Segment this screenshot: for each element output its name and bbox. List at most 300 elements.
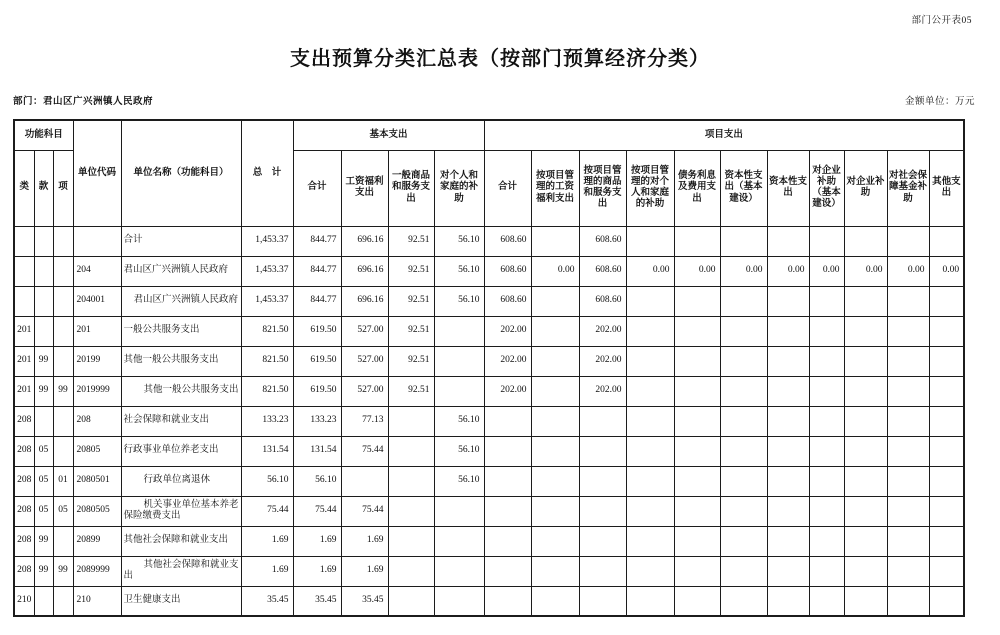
cell-amount xyxy=(887,556,929,586)
cell-amount xyxy=(531,376,579,406)
cell-amount xyxy=(809,226,844,256)
cell-amount: 527.00 xyxy=(341,316,388,346)
cell-amount: 0.00 xyxy=(844,256,887,286)
cell-unit-code: 201 xyxy=(73,316,121,346)
cell-amount: 202.00 xyxy=(579,376,626,406)
cell-unit-name: 机关事业单位基本养老保险缴费支出 xyxy=(121,496,241,526)
cell-unit-name: 君山区广兴洲镇人民政府 xyxy=(121,256,241,286)
cell-amount xyxy=(809,436,844,466)
cell-amount: 696.16 xyxy=(341,226,388,256)
cell-function-code: 99 xyxy=(53,556,73,586)
cell-amount xyxy=(674,556,720,586)
cell-unit-name: 行政单位离退休 xyxy=(121,466,241,496)
cell-function-code xyxy=(53,406,73,436)
cell-unit-name: 卫生健康支出 xyxy=(121,586,241,616)
cell-amount xyxy=(887,376,929,406)
cell-amount: 527.00 xyxy=(341,376,388,406)
cell-amount: 608.60 xyxy=(579,256,626,286)
doc-label: 部门公开表05 xyxy=(911,16,972,26)
cell-amount xyxy=(720,376,767,406)
cell-amount xyxy=(929,526,964,556)
cell-amount xyxy=(579,406,626,436)
cell-amount: 35.45 xyxy=(293,586,341,616)
cell-amount xyxy=(388,406,434,436)
cell-amount: 202.00 xyxy=(579,316,626,346)
cell-amount xyxy=(626,436,674,466)
cell-function-code: 05 xyxy=(34,436,53,466)
cell-amount: 56.10 xyxy=(434,286,484,316)
cell-amount xyxy=(887,346,929,376)
table-row xyxy=(14,556,964,586)
cell-amount xyxy=(579,526,626,556)
cell-amount: 56.10 xyxy=(434,406,484,436)
cell-amount: 608.60 xyxy=(579,226,626,256)
cell-function-code: 208 xyxy=(14,466,34,496)
cell-amount xyxy=(531,556,579,586)
cell-amount xyxy=(720,436,767,466)
cell-function-code xyxy=(53,316,73,346)
cell-amount: 202.00 xyxy=(484,346,531,376)
cell-amount: 1.69 xyxy=(341,526,388,556)
col-header-capital: 资本性支出 xyxy=(767,150,809,226)
cell-function-code xyxy=(34,286,53,316)
cell-amount xyxy=(767,556,809,586)
cell-amount xyxy=(531,466,579,496)
cell-amount xyxy=(579,436,626,466)
cell-amount: 619.50 xyxy=(293,346,341,376)
cell-amount xyxy=(809,316,844,346)
cell-amount xyxy=(434,556,484,586)
cell-amount xyxy=(531,406,579,436)
table-header xyxy=(14,120,964,226)
cell-unit-code: 2080505 xyxy=(73,496,121,526)
cell-amount xyxy=(388,466,434,496)
cell-function-code xyxy=(34,586,53,616)
cell-function-code xyxy=(14,286,34,316)
table-row xyxy=(14,316,964,346)
col-header-unit-name: 单位名称（功能科目） xyxy=(121,120,241,226)
cell-amount xyxy=(674,286,720,316)
cell-amount xyxy=(434,376,484,406)
header-row-groups xyxy=(14,120,964,150)
cell-amount xyxy=(844,586,887,616)
cell-amount xyxy=(844,316,887,346)
cell-amount xyxy=(531,226,579,256)
cell-function-code xyxy=(34,226,53,256)
page-title: 支出预算分类汇总表（按部门预算经济分类） xyxy=(290,48,710,70)
cell-unit-code: 210 xyxy=(73,586,121,616)
cell-function-code xyxy=(53,256,73,286)
cell-amount xyxy=(484,406,531,436)
budget-table xyxy=(13,119,965,617)
cell-amount xyxy=(388,526,434,556)
col-header-project-goods-services: 按项目管理的商品和服务支出 xyxy=(579,150,626,226)
cell-amount xyxy=(929,406,964,436)
cell-unit-name: 其他社会保障和就业支出 xyxy=(121,526,241,556)
cell-amount xyxy=(434,496,484,526)
cell-amount xyxy=(844,376,887,406)
cell-amount xyxy=(579,586,626,616)
cell-amount: 821.50 xyxy=(241,316,293,346)
cell-amount xyxy=(434,586,484,616)
cell-amount xyxy=(626,496,674,526)
cell-amount xyxy=(929,226,964,256)
cell-amount xyxy=(626,466,674,496)
cell-amount: 0.00 xyxy=(720,256,767,286)
col-header-debt-interest: 债务利息及费用支出 xyxy=(674,150,720,226)
cell-amount: 1.69 xyxy=(293,556,341,586)
col-header-basic-goods-services: 一般商品和服务支出 xyxy=(388,150,434,226)
cell-amount: 821.50 xyxy=(241,346,293,376)
cell-amount: 0.00 xyxy=(929,256,964,286)
cell-amount xyxy=(434,316,484,346)
cell-amount: 56.10 xyxy=(434,436,484,466)
cell-amount xyxy=(626,556,674,586)
department-label: 部门：君山区广兴洲镇人民政府 xyxy=(13,97,154,107)
cell-function-code: 05 xyxy=(34,466,53,496)
col-header-basic-subtotal: 合计 xyxy=(293,150,341,226)
cell-amount xyxy=(720,526,767,556)
cell-amount xyxy=(579,466,626,496)
cell-amount: 56.10 xyxy=(434,226,484,256)
cell-amount xyxy=(626,406,674,436)
cell-amount xyxy=(674,586,720,616)
cell-amount xyxy=(720,556,767,586)
cell-function-code: 05 xyxy=(34,496,53,526)
table-row xyxy=(14,496,964,526)
cell-function-code: 208 xyxy=(14,436,34,466)
cell-amount xyxy=(929,556,964,586)
cell-amount: 131.54 xyxy=(293,436,341,466)
cell-function-code xyxy=(53,526,73,556)
cell-amount xyxy=(388,436,434,466)
table-row xyxy=(14,466,964,496)
cell-function-code: 208 xyxy=(14,406,34,436)
cell-amount xyxy=(767,586,809,616)
cell-amount: 0.00 xyxy=(626,256,674,286)
group-header-basic-expenditure: 基本支出 xyxy=(293,120,484,150)
cell-amount: 133.23 xyxy=(293,406,341,436)
table-row xyxy=(14,436,964,466)
cell-amount: 1.69 xyxy=(341,556,388,586)
cell-amount xyxy=(674,466,720,496)
cell-function-code xyxy=(34,256,53,286)
cell-amount: 75.44 xyxy=(341,496,388,526)
cell-amount xyxy=(388,556,434,586)
col-header-enterprise-subsidy: 对企业补助 xyxy=(844,150,887,226)
cell-amount xyxy=(531,346,579,376)
cell-amount xyxy=(484,466,531,496)
col-header-other-expenditure: 其他支出 xyxy=(929,150,964,226)
cell-amount xyxy=(531,286,579,316)
cell-amount xyxy=(626,346,674,376)
cell-unit-name: 合计 xyxy=(121,226,241,256)
cell-amount: 92.51 xyxy=(388,346,434,376)
cell-unit-code: 20899 xyxy=(73,526,121,556)
table-row xyxy=(14,256,964,286)
col-header-basic-individual-family: 对个人和家庭的补助 xyxy=(434,150,484,226)
cell-amount: 0.00 xyxy=(887,256,929,286)
cell-amount xyxy=(929,496,964,526)
cell-amount xyxy=(720,316,767,346)
col-header-section: 款 xyxy=(34,150,53,226)
cell-amount: 844.77 xyxy=(293,226,341,256)
cell-amount xyxy=(626,526,674,556)
cell-amount: 608.60 xyxy=(484,286,531,316)
cell-amount: 56.10 xyxy=(434,256,484,286)
cell-amount xyxy=(674,226,720,256)
cell-amount: 844.77 xyxy=(293,286,341,316)
cell-amount: 608.60 xyxy=(579,286,626,316)
cell-amount: 527.00 xyxy=(341,346,388,376)
cell-amount xyxy=(887,226,929,256)
cell-unit-code xyxy=(73,226,121,256)
cell-amount xyxy=(720,466,767,496)
col-header-project-wages: 按项目管理的工资福利支出 xyxy=(531,150,579,226)
cell-amount: 0.00 xyxy=(674,256,720,286)
cell-amount xyxy=(809,556,844,586)
table-row xyxy=(14,226,964,256)
cell-amount xyxy=(626,586,674,616)
cell-function-code xyxy=(34,316,53,346)
cell-amount: 608.60 xyxy=(484,256,531,286)
cell-function-code xyxy=(53,436,73,466)
cell-amount xyxy=(844,556,887,586)
cell-amount xyxy=(484,586,531,616)
cell-amount xyxy=(887,586,929,616)
cell-amount xyxy=(844,496,887,526)
cell-unit-code: 208 xyxy=(73,406,121,436)
cell-amount xyxy=(767,286,809,316)
cell-amount: 1,453.37 xyxy=(241,226,293,256)
cell-function-code: 210 xyxy=(14,586,34,616)
cell-amount xyxy=(809,466,844,496)
cell-amount xyxy=(809,526,844,556)
cell-amount: 1.69 xyxy=(241,556,293,586)
table-row xyxy=(14,406,964,436)
cell-amount: 131.54 xyxy=(241,436,293,466)
cell-amount: 1,453.37 xyxy=(241,256,293,286)
cell-amount xyxy=(929,286,964,316)
cell-amount xyxy=(887,496,929,526)
cell-amount: 619.50 xyxy=(293,376,341,406)
cell-amount: 696.16 xyxy=(341,286,388,316)
col-header-class: 类 xyxy=(14,150,34,226)
cell-amount xyxy=(626,376,674,406)
cell-amount xyxy=(809,346,844,376)
cell-function-code: 99 xyxy=(53,376,73,406)
cell-amount: 133.23 xyxy=(241,406,293,436)
cell-amount: 608.60 xyxy=(484,226,531,256)
cell-amount xyxy=(674,346,720,376)
cell-unit-code: 2019999 xyxy=(73,376,121,406)
cell-amount: 35.45 xyxy=(341,586,388,616)
cell-amount xyxy=(674,316,720,346)
cell-amount xyxy=(887,286,929,316)
cell-amount: 696.16 xyxy=(341,256,388,286)
cell-amount xyxy=(674,436,720,466)
cell-function-code: 201 xyxy=(14,376,34,406)
col-header-unit-code: 单位代码 xyxy=(73,120,121,226)
cell-amount xyxy=(844,346,887,376)
cell-amount xyxy=(767,376,809,406)
cell-function-code xyxy=(34,406,53,436)
cell-amount: 202.00 xyxy=(484,376,531,406)
cell-function-code: 99 xyxy=(34,376,53,406)
cell-amount: 56.10 xyxy=(293,466,341,496)
cell-unit-name: 其他一般公共服务支出 xyxy=(121,376,241,406)
cell-function-code: 208 xyxy=(14,496,34,526)
cell-amount xyxy=(674,496,720,526)
cell-amount xyxy=(767,526,809,556)
cell-function-code: 01 xyxy=(53,466,73,496)
cell-amount: 0.00 xyxy=(809,256,844,286)
cell-amount xyxy=(767,316,809,346)
table-row xyxy=(14,346,964,376)
cell-unit-name: 社会保障和就业支出 xyxy=(121,406,241,436)
cell-amount: 56.10 xyxy=(241,466,293,496)
group-header-function: 功能科目 xyxy=(14,120,73,150)
cell-amount xyxy=(579,496,626,526)
cell-unit-code: 20805 xyxy=(73,436,121,466)
cell-amount xyxy=(809,586,844,616)
cell-amount xyxy=(341,466,388,496)
cell-amount: 844.77 xyxy=(293,256,341,286)
cell-amount: 35.45 xyxy=(241,586,293,616)
cell-amount xyxy=(484,496,531,526)
col-header-project-subtotal: 合计 xyxy=(484,150,531,226)
cell-unit-code: 2089999 xyxy=(73,556,121,586)
cell-amount xyxy=(929,466,964,496)
table-row xyxy=(14,586,964,616)
cell-amount xyxy=(887,316,929,346)
cell-amount: 0.00 xyxy=(767,256,809,286)
cell-amount xyxy=(844,526,887,556)
cell-amount xyxy=(720,406,767,436)
cell-function-code: 05 xyxy=(53,496,73,526)
cell-amount: 821.50 xyxy=(241,376,293,406)
cell-amount xyxy=(720,226,767,256)
cell-amount xyxy=(388,586,434,616)
cell-amount xyxy=(809,376,844,406)
cell-amount xyxy=(720,586,767,616)
table-row xyxy=(14,526,964,556)
col-header-enterprise-subsidy-basic-construction: 对企业补助（基本建设） xyxy=(809,150,844,226)
cell-amount xyxy=(674,376,720,406)
col-header-project-individual-family: 按项目管理的对个人和家庭的补助 xyxy=(626,150,674,226)
cell-amount: 92.51 xyxy=(388,256,434,286)
cell-function-code: 201 xyxy=(14,316,34,346)
cell-amount xyxy=(929,376,964,406)
cell-unit-name: 君山区广兴洲镇人民政府 xyxy=(121,286,241,316)
cell-amount xyxy=(844,466,887,496)
cell-amount xyxy=(531,526,579,556)
cell-function-code xyxy=(53,346,73,376)
cell-amount: 619.50 xyxy=(293,316,341,346)
cell-amount xyxy=(531,496,579,526)
cell-function-code xyxy=(14,226,34,256)
cell-amount xyxy=(767,466,809,496)
cell-amount xyxy=(434,346,484,376)
cell-unit-name: 其他一般公共服务支出 xyxy=(121,346,241,376)
cell-amount xyxy=(844,286,887,316)
cell-amount: 77.13 xyxy=(341,406,388,436)
cell-amount: 92.51 xyxy=(388,376,434,406)
cell-amount: 92.51 xyxy=(388,316,434,346)
table-row xyxy=(14,376,964,406)
cell-amount xyxy=(929,316,964,346)
cell-amount: 1,453.37 xyxy=(241,286,293,316)
cell-amount xyxy=(720,496,767,526)
col-header-total: 总 计 xyxy=(241,120,293,226)
cell-function-code xyxy=(53,286,73,316)
cell-amount xyxy=(844,436,887,466)
cell-amount: 202.00 xyxy=(484,316,531,346)
cell-amount: 75.44 xyxy=(241,496,293,526)
cell-amount xyxy=(484,556,531,586)
cell-unit-code: 2080501 xyxy=(73,466,121,496)
cell-function-code: 208 xyxy=(14,526,34,556)
cell-amount xyxy=(767,226,809,256)
cell-amount: 1.69 xyxy=(241,526,293,556)
cell-amount xyxy=(887,436,929,466)
amount-unit-label: 金额单位：万元 xyxy=(904,97,975,107)
cell-function-code xyxy=(53,226,73,256)
cell-amount xyxy=(767,346,809,376)
cell-amount xyxy=(929,346,964,376)
cell-amount xyxy=(531,436,579,466)
cell-unit-name: 其他社会保障和就业支出 xyxy=(121,556,241,586)
cell-amount: 0.00 xyxy=(531,256,579,286)
cell-function-code: 99 xyxy=(34,346,53,376)
cell-amount xyxy=(484,526,531,556)
cell-amount xyxy=(767,436,809,466)
cell-function-code: 99 xyxy=(34,556,53,586)
col-header-item: 项 xyxy=(53,150,73,226)
cell-unit-code: 204 xyxy=(73,256,121,286)
cell-amount xyxy=(626,316,674,346)
cell-amount xyxy=(531,586,579,616)
cell-amount: 92.51 xyxy=(388,226,434,256)
cell-amount xyxy=(929,436,964,466)
cell-amount xyxy=(844,406,887,436)
cell-amount: 56.10 xyxy=(434,466,484,496)
cell-amount xyxy=(531,316,579,346)
table-row xyxy=(14,286,964,316)
cell-unit-code: 204001 xyxy=(73,286,121,316)
col-header-basic-wages: 工资福利支出 xyxy=(341,150,388,226)
cell-amount xyxy=(887,406,929,436)
table-body xyxy=(14,226,964,616)
cell-amount xyxy=(674,406,720,436)
cell-unit-name: 行政事业单位养老支出 xyxy=(121,436,241,466)
cell-function-code xyxy=(53,586,73,616)
cell-function-code: 208 xyxy=(14,556,34,586)
cell-amount xyxy=(887,466,929,496)
cell-amount xyxy=(484,436,531,466)
cell-amount: 202.00 xyxy=(579,346,626,376)
cell-function-code: 201 xyxy=(14,346,34,376)
group-header-project-expenditure: 项目支出 xyxy=(484,120,964,150)
cell-amount xyxy=(767,406,809,436)
cell-function-code: 99 xyxy=(34,526,53,556)
cell-unit-code: 20199 xyxy=(73,346,121,376)
cell-amount xyxy=(626,286,674,316)
cell-amount: 75.44 xyxy=(341,436,388,466)
cell-amount xyxy=(388,496,434,526)
cell-amount: 75.44 xyxy=(293,496,341,526)
col-header-capital-basic-construction: 资本性支出（基本建设） xyxy=(720,150,767,226)
